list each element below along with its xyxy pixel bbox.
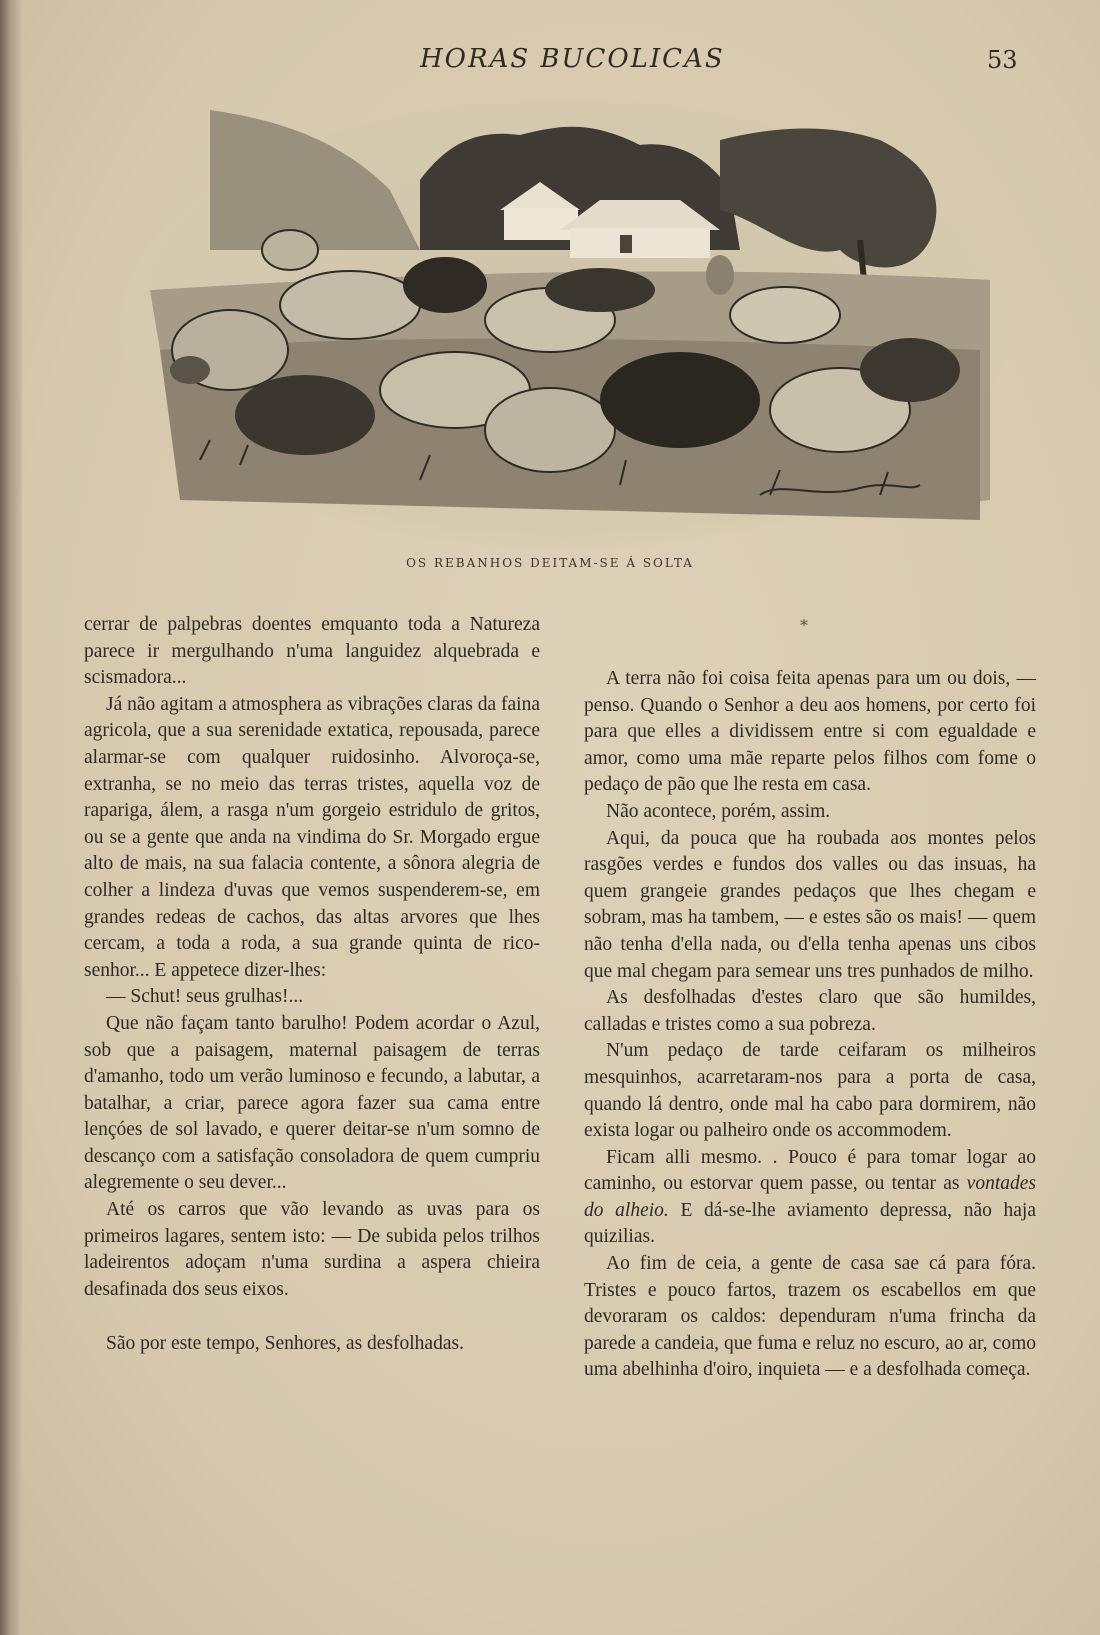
paragraph: Aqui, da pouca que ha roubada aos montes pelos rasgões verdes e fundos dos valles ou das insuas, ha quem grangeie grandes pedaços que lhes chegam e sobram, mas ha tambem, — e estes são os mais! — quem não tenha d'ella nada, ou d'ella tenha apenas uns cibos que mal chegam para semear uns tres punhados de milho. — [584, 827, 1036, 982]
running-title: HORAS BUCOLICAS — [420, 44, 725, 74]
book-spine-shadow — [0, 0, 22, 1635]
paragraph-text: Ficam alli mesmo. . Pouco é para tomar logar ao caminho, ou estorvar quem passe, ou tentar as — [584, 1146, 1036, 1195]
paragraph: As desfolhadas d'estes claro que são humildes, calladas e tristes como a sua pobreza. — [584, 987, 1036, 1035]
paragraph: — Schut! seus grulhas!... — [106, 986, 304, 1008]
paragraph: cerrar de palpebras doentes emquanto toda a Natureza parece ir mergulhando n'uma languidez alquebrada e scismadora... — [84, 614, 540, 689]
sheep-flock-illustration — [120, 100, 1010, 550]
paragraph: A terra não foi coisa feita apenas para um ou dois, — penso. Quando o Senhor a deu aos homens, por certo foi para que elles a dividissem entre si com egualdade e amor, como uma mãe reparte pelos filhos com fome o pedaço de pão que lhe resta em casa. — [584, 668, 1036, 796]
paragraph: Já não agitam a atmosphera as vibrações claras da faina agricola, que a sua serenidade extatica, repousada, parece alarmar-se com qualquer ruidosinho. Alvoroça-se, extranha, se no meio das terras tristes, aquella voz de rapariga, álem, a rasga n'um gorgeio estridulo de gritos, ou se a gente que anda na vindima do Sr. Morgado ergue alto de mais, na sua falacia contente, a sônora alegria de colher a lindeza d'uvas que vemos suspenderem-se, em grandes redeas de cachos, das altas arvores que lhes cercam, a toda a roda, a sua grande quinta de rico-senhor... E appetece dizer-lhes: — [84, 693, 540, 981]
paragraph: Não acontece, porém, assim. — [606, 800, 831, 822]
paragraph: Que não façam tanto barulho! Podem acordar o Azul, sob que a paisagem, maternal paisagem de terras d'amanho, todo um verão luminoso e fecundo, a labutar, a batalhar, a criar, parece agora fazer sua cama entre lençóes de sol lavado, e querer deitar-se n'um somno de descanço com a satisfação consoladora de quem cumpriu alegremente o seu dever... — [84, 1012, 540, 1194]
left-column — [84, 612, 540, 1358]
paragraph: N'um pedaço de tarde ceifaram os milheiros mesquinhos, acarretaram-nos para a porta de casa, quando lá dentro, onde mal ha cabo para dormirem, não exista logar ou palheiro onde os accommodem. — [584, 1040, 1036, 1142]
page-header — [0, 44, 1100, 84]
page-number: 53 — [987, 46, 1018, 74]
paragraph: São por este tempo, Senhores, as desfolhadas. — [106, 1333, 464, 1355]
section-separator: * — [800, 616, 808, 635]
right-column — [584, 666, 1036, 1384]
paragraph-text: E dá-se-lhe aviamento depressa, não haja quizilias. — [584, 1199, 1037, 1248]
italic-phrase: vontades do alheio. — [584, 1173, 1036, 1221]
paragraph — [584, 1145, 1036, 1251]
paragraph: Até os carros que vão levando as uvas para os primeiros lagares, sentem isto: — De subida pelos trilhos ladeirentos adoçam n'uma surdina a aspera chieira desafinada dos seus eixos. — [84, 1199, 540, 1300]
paragraph: Ao fim de ceia, a gente de casa sae cá para fóra. Tristes e pouco fartos, trazem os escabellos em que devoraram os caldos: dependuram n'uma frincha da parede a candeia, que fuma e reluz no escuro, ao ar, como uma abelhinha d'oiro, inquieta — e a desfolhada começa. — [584, 1253, 1036, 1381]
figure-caption: OS REBANHOS DEITAM-SE Á SOLTA — [406, 556, 694, 570]
